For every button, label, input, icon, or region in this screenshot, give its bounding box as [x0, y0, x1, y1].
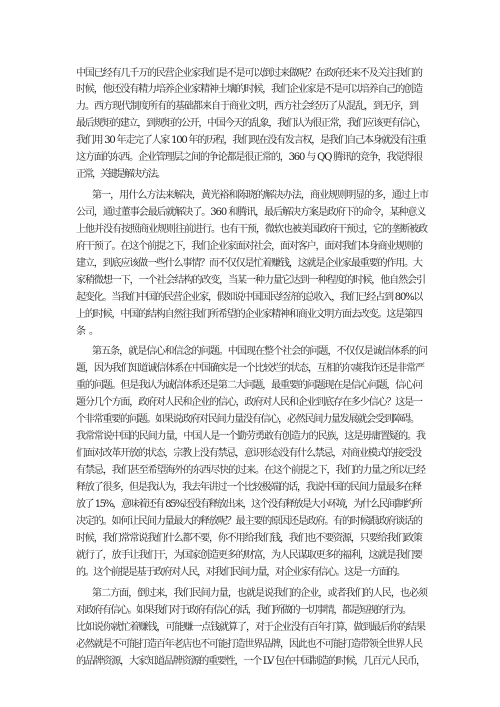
paragraph-line: 府干预了。在这个前提之下，我们企业家面对社会，面对客户，面对我们本身商业规则的	[76, 241, 422, 252]
paragraph-line: 必然就是不可能打造百年老店也不可能打造世界品牌，因此也不可能打造带领全世界人民	[76, 639, 422, 650]
paragraph-line: 最后规矩的建立，到规矩的公开，中国今天的乱象，我们认为很正常，我们应该更有信心，	[76, 118, 426, 129]
paragraph-line: 的品牌资源，大家知道品牌资源的重要性，一个 LV 包在中国制造的时候，几百元人民币，	[76, 656, 425, 667]
paragraph-line: 这方面的东西。企业管理层之间的争论都是很正常的，360 与 QQ 腾讯的竞争，我觉得很	[76, 152, 422, 163]
paragraph-line: 时候，他还没有精力培养企业家精神土壤的时候，我们企业家是不是可以培养自己的创造	[76, 84, 422, 95]
paragraph-line: 上的时候，中国的结构自然往我们所希望的企业家精神和商业文明方面去改变。这是第四	[76, 309, 422, 320]
paragraph-line: 第一，用什么方法来解决，黄光裕和陈晓的解决办法，商业规则明显的多，通过上市	[92, 190, 429, 201]
paragraph-line: 重的问题。但是我认为诚信体系还是第二大问题，最重要的问题现在是信心问题，信心问	[76, 380, 422, 391]
paragraph-line: 的。这个前提是基于政府对人民，对我们民间力量，对企业家有信心。这是一方面的。	[76, 567, 405, 578]
paragraph-line: 建立，到底应该做一些什么事情？而不仅仅是忙着赚钱，这就是企业家最重要的作用。大	[76, 258, 422, 269]
paragraph-line: 力。西方现代制度所有的基础都来自于商业文明，西方社会经历了从混乱，到无序，到	[76, 101, 418, 112]
paragraph-line: 第五条，就是信心和信念的问题。中国现在整个社会的问题，不仅仅是诚信体系的问	[92, 346, 428, 357]
paragraph-line: 我常常说中国的民间力量，中国人是一个勤劳勇敢有创造力的民族，这是毋庸置疑的。我	[76, 431, 425, 442]
paragraph-line: 有禁忌，我们甚至希望海外的东西尽快的过来。在这个前提之下，我们的力量之所以已经	[76, 465, 425, 476]
paragraph-line: 个非常重要的问题。如果说政府对民间力量没有信心，必然民间力量发展就会受到障碍。	[76, 414, 419, 425]
paragraph-line: 就行了，放手让我们干，为国家创造更多的财富，为人民谋取更多的福利，这就是我们要	[76, 550, 422, 561]
paragraph-line: 我们用 30 年走完了人家 100 年的历程，我们现在没有发言权，是我们自己本身就没有注重	[76, 135, 426, 146]
paragraph-line: 上他并没有按照商业规则往前进行。也有干预，微软也被美国政府干预过，它的垄断被政	[76, 224, 427, 235]
paragraph-line: 家稍微想一下，一个社会结构的改变，当某一种力量它达到一种程度的时候，他自然会引	[76, 275, 425, 286]
paragraph-line: 释放了很多，但是我认为，我去年讲过一个比较极端的话，我说中国的民间力量最多在释	[76, 482, 421, 493]
paragraph-line: 第二方面，倒过来，我们民间力量，也就是说我们的企业，或者我们的人民，也必须	[92, 588, 428, 599]
paragraph-line: 放了 15%，意味着还有 85%还没有释放出来，这个没有释放是大小环境，为什么民间制约所	[76, 499, 422, 510]
paragraph-line: 中国已经有几千万的民营企业家我们是不是可以倒过来做呢？在政府还来不及关注我们的	[76, 68, 422, 79]
paragraph-line: 起变化。当我们中国的民营企业家，假如说中国国民经济的总收入，我们已经占到 80%以	[76, 292, 423, 303]
paragraph-line: 们面对改革开放的状态，宗教上没有禁忌，意识形态没有什么禁忌，对商业模式的接受没	[76, 448, 421, 459]
paragraph-line: 对政府有信心。如果我们对于政府有信心的话，我们所做的一切事情，都是短视的行为。	[76, 605, 411, 616]
paragraph-line: 正常，关键是解决方法。	[76, 169, 164, 180]
paragraph-line: 题，因为我们知道诚信体系在中国确实是一个比较烂的状态，互相的尔虞我诈还是非常严	[76, 363, 424, 374]
paragraph-line: 题分几个方面，政府对人民和企业的信心，政府对人民和企业到底存在多少信心？这是一	[76, 397, 422, 408]
paragraph-line: 比如说你就忙着赚钱，可能赚一点钱就算了，对于企业没有百年打算，做到最后你的结果	[76, 622, 425, 633]
paragraph-line: 时候，我们常常说我们什么都不要，你不用给我们钱，我们也不要资源，只要给我们政策	[76, 533, 422, 544]
paragraph-line: 公司，通过董事会最后就解决了。360 和腾讯，最后解决方案是政府下的命令，某种意义	[76, 207, 426, 218]
paragraph-line: 条。	[76, 326, 102, 337]
paragraph-line: 决定的。如何让民间力量最大的释放呢？最主要的原因还是政府。有的时候跟政府谈话的	[76, 516, 422, 527]
